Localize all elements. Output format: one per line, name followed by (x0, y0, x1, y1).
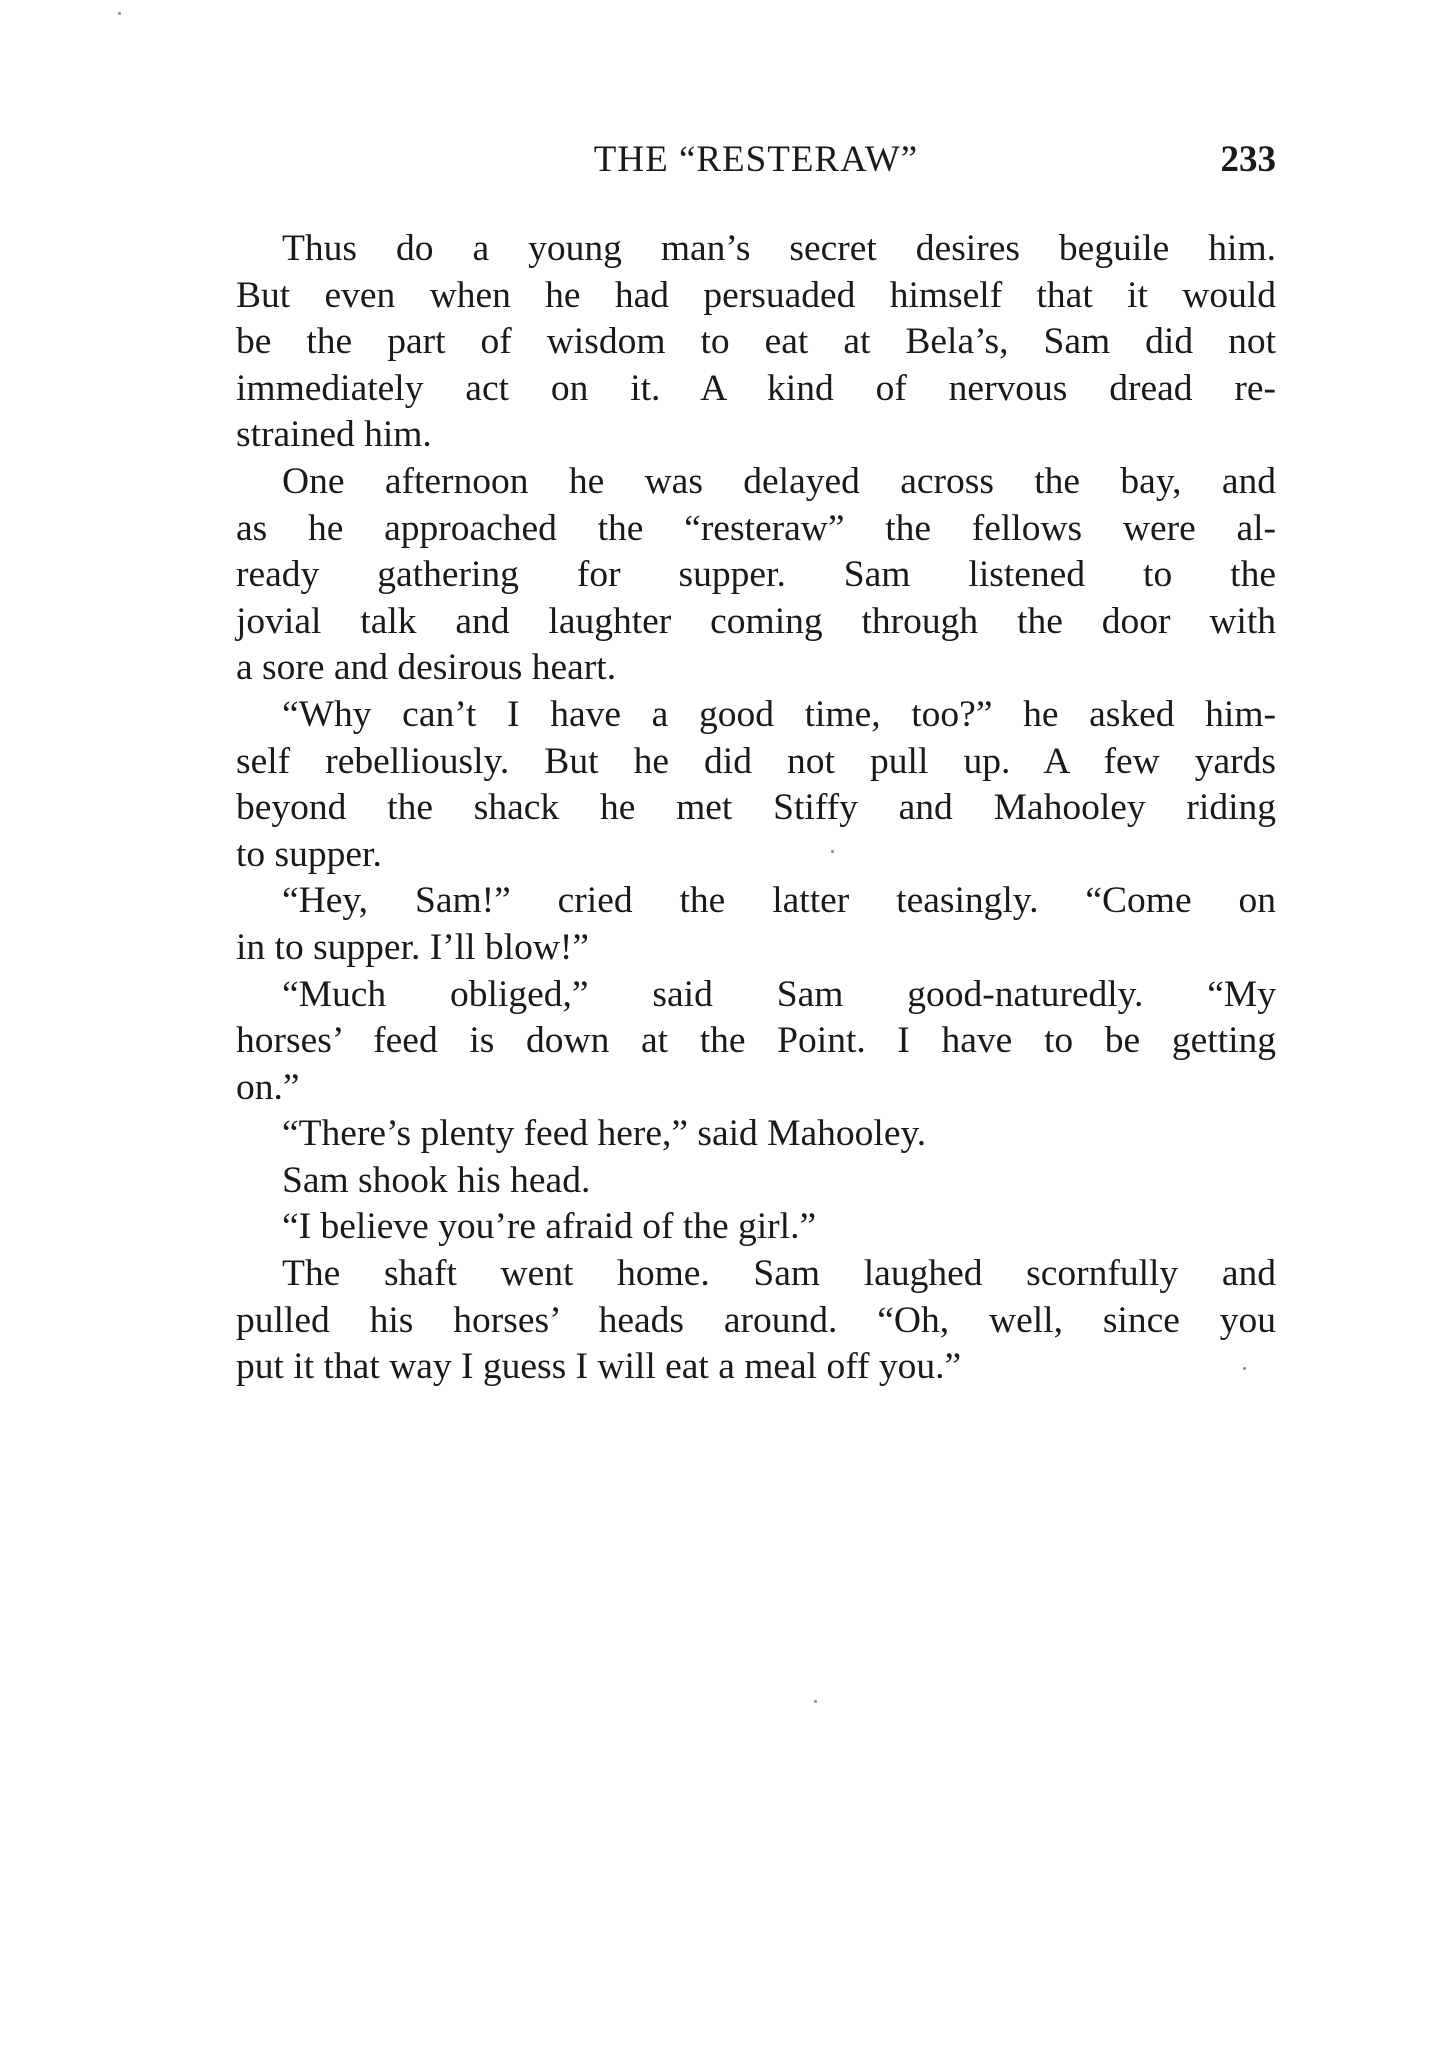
page-number: 233 (1220, 139, 1276, 180)
text-line: immediately act on it. A kind of nervous dread re- (236, 367, 1276, 409)
text-line: ready gathering for supper. Sam listened to the (236, 554, 1276, 596)
text-line: a sore and desirous heart. (236, 647, 617, 689)
text-line: pulled his horses’ heads around. “Oh, well, since you (236, 1299, 1276, 1341)
body-text (236, 226, 1276, 1391)
running-title: THE “RESTERAW” (593, 139, 919, 180)
page-header (236, 138, 1276, 198)
text-line: Sam shook his head. (282, 1159, 591, 1201)
paper-speck (831, 850, 834, 853)
text-line: “There’s plenty feed here,” said Mahooley. (282, 1113, 927, 1155)
text-line: But even when he had persuaded himself that it would (236, 274, 1276, 316)
text-line: “I believe you’re afraid of the girl.” (282, 1206, 817, 1248)
text-line: on.” (236, 1066, 300, 1108)
text-line: self rebelliously. But he did not pull up. A few yards (236, 740, 1276, 782)
text-line: Thus do a young man’s secret desires beguile him. (282, 228, 1276, 269)
text-line: in to supper. I’ll blow!” (236, 926, 590, 968)
text-line: “Hey, Sam!” cried the latter teasingly. “Come on (282, 880, 1276, 922)
paper-speck (814, 1700, 817, 1703)
text-line: One afternoon he was delayed across the bay, and (282, 460, 1276, 502)
text-line: as he approached the “resteraw” the fellows were al- (236, 507, 1276, 549)
paper-speck (118, 12, 121, 15)
text-line: strained him. (236, 414, 432, 456)
text-line: beyond the shack he met Stiffy and Mahooley riding (236, 787, 1276, 829)
text-line: The shaft went home. Sam laughed scornfully and (282, 1253, 1276, 1295)
text-line: to supper. (236, 833, 382, 875)
text-line: put it that way I guess I will eat a meal off you.” (236, 1346, 962, 1388)
text-line: “Much obliged,” said Sam good-naturedly. “My (282, 973, 1276, 1015)
text-line: “Why can’t I have a good time, too?” he asked him- (282, 693, 1276, 735)
paper-speck (1243, 1367, 1246, 1370)
text-line: horses’ feed is down at the Point. I have to be getting (236, 1020, 1276, 1062)
text-line: jovial talk and laughter coming through the door with (236, 600, 1276, 642)
text-line: be the part of wisdom to eat at Bela’s, Sam did not (236, 321, 1276, 363)
